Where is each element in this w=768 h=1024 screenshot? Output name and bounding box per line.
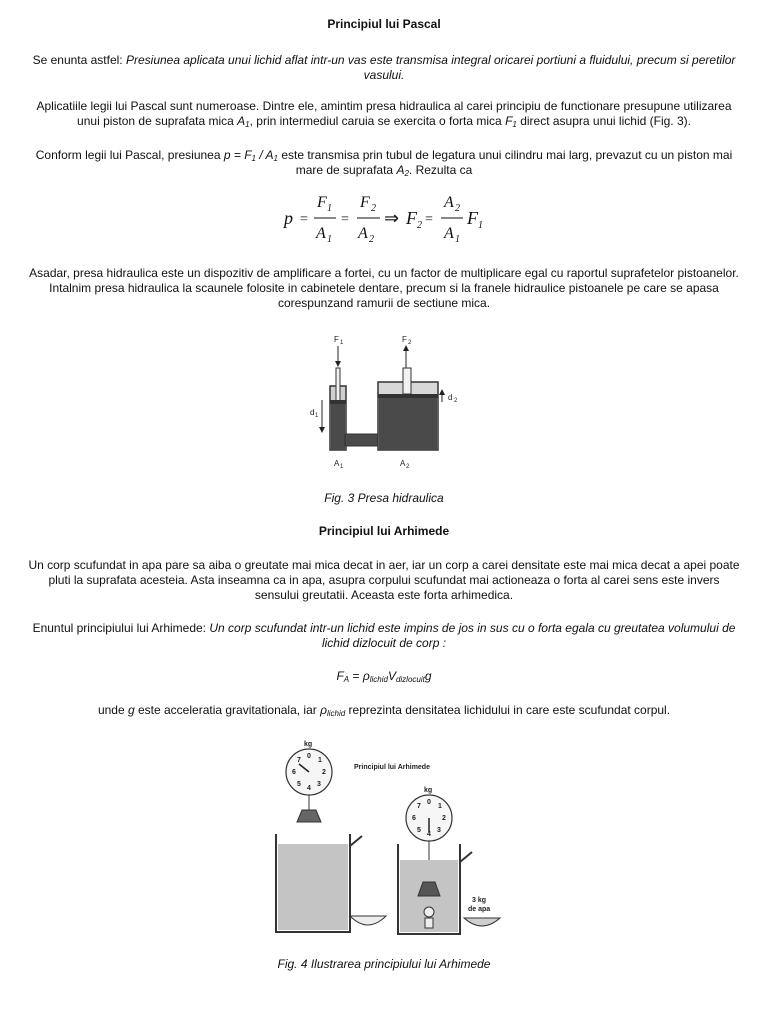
label-sub: 2 <box>454 398 458 404</box>
text-run: reprezinta densitatea lichidului in care este scufundat corpul. <box>345 703 671 717</box>
small-piston-rod <box>336 368 340 402</box>
large-piston <box>378 394 438 398</box>
eq-equals: = <box>341 212 349 227</box>
kg-label: kg <box>424 787 433 794</box>
large-fluid <box>379 398 437 450</box>
symbol-v: V <box>387 669 396 683</box>
pascal-statement <box>28 53 740 83</box>
formula-inline: p = F <box>223 148 252 162</box>
label-d2: d <box>448 393 453 402</box>
label-d1: d <box>310 408 315 417</box>
eq-equals: = <box>300 212 308 227</box>
eq-implies: ⇒ <box>384 208 400 228</box>
dial-number: 5 <box>297 781 301 788</box>
archimedes-figure <box>262 736 512 940</box>
submerged-scale <box>424 907 434 917</box>
figure-title: Principiul lui Arhimede <box>354 764 430 771</box>
eq-a: A <box>444 194 454 211</box>
label-sub: 1 <box>340 464 344 470</box>
eq-f: F <box>406 208 417 228</box>
dial-number: 0 <box>307 753 311 760</box>
symbol-g: g <box>424 669 432 683</box>
f1-arrowhead <box>335 361 341 367</box>
equals: = <box>349 669 363 683</box>
label-sub: 2 <box>408 340 412 346</box>
pascal-statement-lead: Se enunta astfel: <box>32 53 126 67</box>
subscript: lichid <box>326 709 346 718</box>
text-run: direct asupra unui lichid (Fig. 3). <box>516 114 691 128</box>
symbol-f: F <box>505 114 513 128</box>
subscript: lichid <box>369 675 388 684</box>
symbol-f: F <box>336 669 344 683</box>
eq-f: F <box>317 194 327 211</box>
subscript: A <box>343 675 350 684</box>
subscript: 1 <box>512 120 517 129</box>
eq-sub: 1 <box>455 234 460 245</box>
eq-sub: 1 <box>327 234 332 245</box>
eq-sub: 2 <box>369 234 374 245</box>
statement-italic: Un corp scufundat intr-un lichid este impins de jos in sus cu o forta egala cu greutatea volumului de lichid dizlocuit de corp : <box>209 621 736 650</box>
eq-sub: 2 <box>455 203 460 214</box>
fig4-caption: Fig. 4 Ilustrarea principiului lui Arhimede <box>277 957 491 971</box>
pascal-statement-italic: Presiunea aplicata unui lichid aflat intr-un vas este transmisa integral oricarei portiuni a fluidului, precum si peretilor vasului. <box>125 53 736 82</box>
text-run: , prin intermediul caruia se exercita o forta mica <box>249 114 506 128</box>
text-run: . Rezulta ca <box>408 163 473 177</box>
dial-number: 1 <box>438 803 442 810</box>
water-label: de apa <box>468 906 491 913</box>
label-sub: 1 <box>315 413 319 419</box>
eq-sub: 2 <box>417 220 422 231</box>
kg-label: kg <box>304 741 313 748</box>
submerged-scale-body <box>425 918 433 928</box>
dial-number: 7 <box>297 757 301 764</box>
subscript: 2 <box>404 169 409 178</box>
pascal-equation <box>280 192 500 250</box>
label-f2: F <box>402 335 407 344</box>
dial-number: 1 <box>318 757 322 764</box>
small-fluid <box>331 404 345 450</box>
symbol-a: A <box>237 114 246 128</box>
dial-number: 2 <box>442 815 446 822</box>
eq-f: F <box>360 194 370 211</box>
dial-number: 4 <box>307 785 311 792</box>
arhimede-title: Principiul lui Arhimede <box>318 524 450 538</box>
label-f1: F <box>334 335 339 344</box>
connecting-tube <box>345 434 381 446</box>
eq-f: F <box>467 208 478 228</box>
label-sub: 1 <box>340 340 344 346</box>
arhimede-statement <box>28 621 740 651</box>
text-run: este acceleratia gravitationala, iar <box>134 703 321 717</box>
eq-equals: = <box>425 212 433 227</box>
symbol-rho: ρ <box>362 669 370 683</box>
subscript: 1 <box>251 154 256 163</box>
water-label: 3 kg <box>472 897 487 904</box>
dial-number: 7 <box>417 803 421 810</box>
symbol-rho: ρ <box>320 703 327 717</box>
fig3-caption: Fig. 3 Presa hidraulica <box>324 491 444 505</box>
label-sub: 2 <box>406 464 410 470</box>
arhimede-explanation <box>0 703 768 717</box>
dial-number: 3 <box>437 827 441 834</box>
arhimede-intro-paragraph: Un corp scufundat in apa pare sa aiba o greutate mai mica decat in aer, iar un corp a carei densitate este mai mica decat a apei poate pluti la suprafata acesteia. Asta inseamna ca in apa, asupra corpului scufundat mai actioneaza o forta al carei sens este invers sensului greutatii. Aceasta este forta arhimedica. <box>28 558 740 602</box>
eq-a: A <box>316 225 326 242</box>
dial-number: 0 <box>427 799 431 806</box>
pascal-title: Principiul lui Pascal <box>327 17 441 31</box>
text-run: este transmisa prin tubul de legatura unui cilindru mai larg, prevazut cu un piston mai mare de suprafata <box>278 148 733 177</box>
large-piston-rod <box>403 368 411 394</box>
dial-number: 6 <box>412 815 416 822</box>
dial-number: 6 <box>292 769 296 776</box>
subscript: 1 <box>273 154 278 163</box>
d1-arrowhead <box>319 427 325 433</box>
text-run: unde <box>97 703 128 717</box>
label-a1: A <box>334 459 340 468</box>
left-water <box>278 844 348 930</box>
d2-arrowhead <box>439 389 445 395</box>
small-piston <box>330 400 346 404</box>
pascal-applications-paragraph <box>28 99 740 129</box>
eq-sub: 2 <box>371 203 376 214</box>
subscript: 1 <box>245 120 250 129</box>
text-run: Conform legii lui Pascal, presiunea <box>35 148 224 162</box>
formula-inline: / A <box>255 148 274 162</box>
eq-sub: 1 <box>478 220 483 231</box>
dial-number: 4 <box>427 831 431 838</box>
archimedes-formula <box>0 669 768 683</box>
eq-sub: 1 <box>327 203 332 214</box>
subscript: dizlocuit <box>395 675 425 684</box>
dial-number: 3 <box>317 781 321 788</box>
dial-number: 2 <box>322 769 326 776</box>
pascal-amplifier-paragraph: Asadar, presa hidraulica este un dispozitiv de amplificare a fortei, cu un factor de multiplicare egal cu raportul suprafetelor pistoanelor. Intalnim presa hidraulica la scaunele folosite in cabinetele dentare, precum si la franele hidraulice pistoanele pe care se apasa corespunzand ramurii de sectiune mica. <box>29 266 739 310</box>
symbol-g: g <box>127 703 135 717</box>
eq-a: A <box>358 225 368 242</box>
eq-a: A <box>444 225 454 242</box>
label-a2: A <box>400 459 406 468</box>
text-run: Aplicatiile legii lui Pascal sunt numeroase. Dintre ele, amintim presa hidraulica al carei principiu de functionare presupune utilizarea unui piston de suprafata mica <box>36 99 732 128</box>
hydraulic-press-figure <box>300 330 470 475</box>
pascal-law-paragraph <box>28 148 740 178</box>
symbol-a: A <box>396 163 405 177</box>
dial-number: 5 <box>417 827 421 834</box>
eq-p: p <box>284 208 293 228</box>
text-run: Enuntul principiului lui Arhimede: <box>32 621 210 635</box>
